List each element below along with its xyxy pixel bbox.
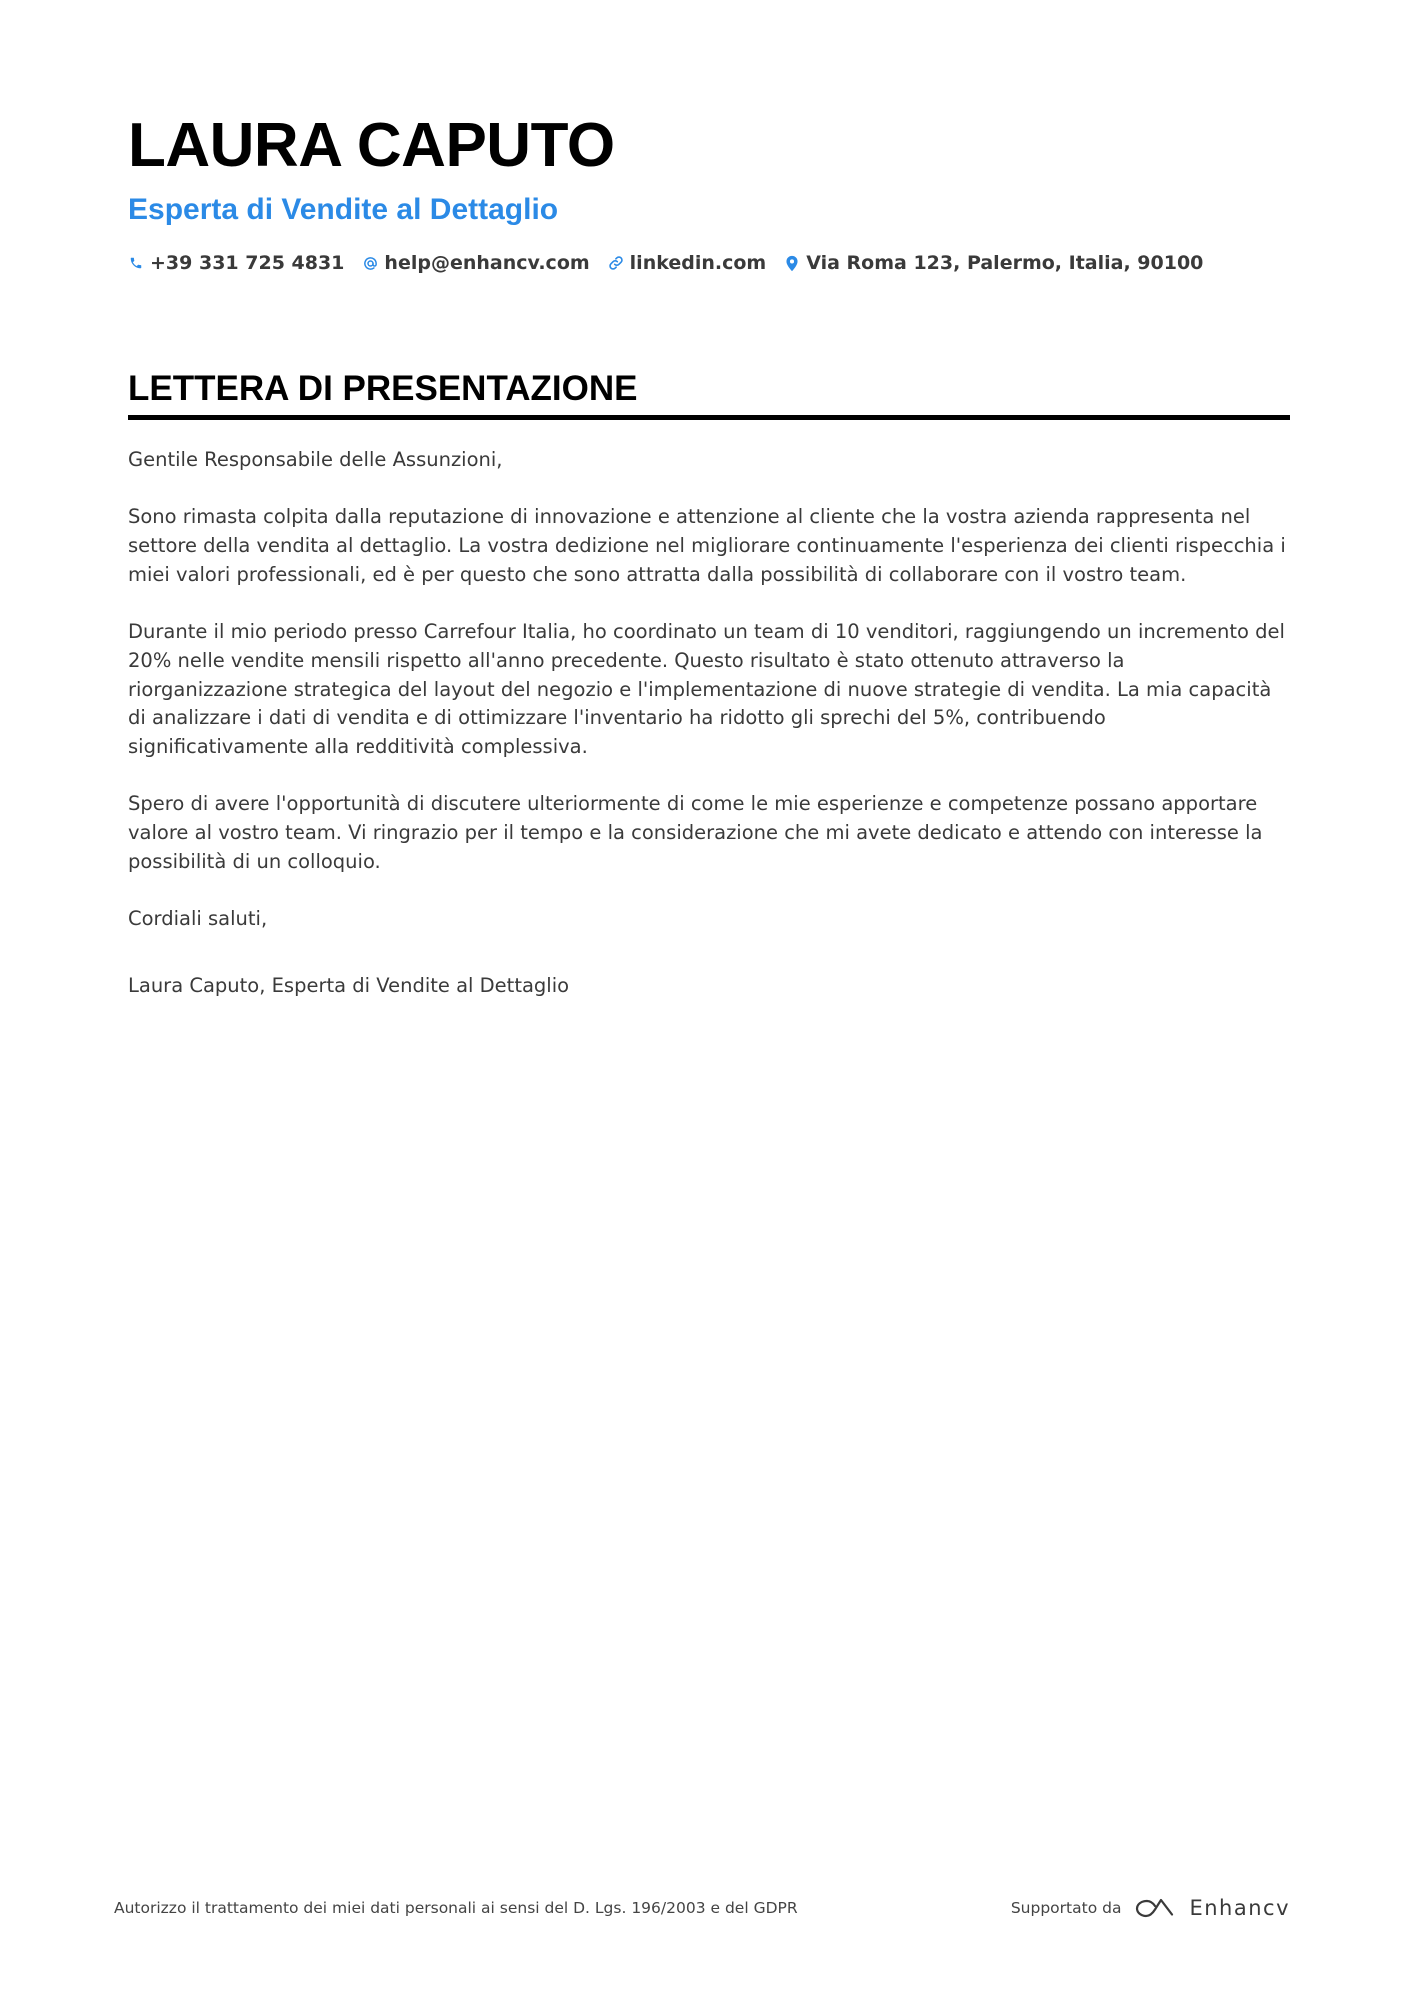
letter-paragraph-1: Sono rimasta colpita dalla reputazione di innovazione e attenzione al cliente che la vostra azienda rappresenta nel settore della vendita al dettaglio. La vostra dedizione nel migliorare continuamente l'esperienza dei clienti rispecchia i miei valori professionali, ed è per questo che sono attratta dalla possibilità di collaborare con il vostro team. [128, 505, 1286, 586]
contact-linkedin [608, 252, 767, 274]
cover-letter-section [128, 367, 1290, 1029]
footer [114, 1893, 1290, 1923]
contact-bar [128, 252, 1288, 274]
at-icon [362, 254, 378, 272]
letter-paragraph-3: Spero di avere l'opportunità di discutere ulteriormente di come le mie esperienze e competenze possano apportare valore al vostro team. Vi ringrazio per il tempo e la considerazione che mi avete dedicato e attendo con interesse la possibilità di un colloquio. [128, 792, 1263, 873]
letter-signature: Laura Caputo, Esperta di Vendite al Dettaglio [128, 973, 570, 997]
letter-body [128, 446, 1290, 1001]
email-address[interactable]: help@enhancv.com [384, 252, 590, 274]
phone-icon [128, 254, 144, 272]
linkedin-link[interactable]: linkedin.com [629, 252, 767, 274]
header [128, 108, 1288, 274]
contact-email [362, 252, 589, 274]
powered-by[interactable] [1011, 1893, 1290, 1923]
candidate-title: Esperta di Vendite al Dettaglio [128, 193, 559, 226]
powered-by-label: Supportato da [1010, 1899, 1122, 1917]
letter-paragraph-2: Durante il mio periodo presso Carrefour Italia, ho coordinato un team di 10 venditori, raggiungendo un incremento del 20% nelle vendite mensili rispetto all'anno precedente. Questo risultato è stato ottenuto attraverso la riorganizzazione strategica del layout del negozio e l'implementazione di nuove strategie di vendita. La mia capacità di analizzare i dati di vendita e di ottimizzare l'inventario ha ridotto gli sprechi del 5%, contribuendo significativamente alla redditività complessiva. [128, 620, 1285, 758]
enhancv-brand-name: Enhancv [1189, 1896, 1290, 1920]
contact-location [784, 252, 1203, 274]
candidate-name: LAURA CAPUTO [128, 111, 615, 180]
section-title: LETTERA DI PRESENTAZIONE [128, 367, 1290, 420]
letter-salutation: Gentile Responsabile delle Assunzioni, [128, 448, 503, 471]
location-text: Via Roma 123, Palermo, Italia, 90100 [806, 252, 1204, 274]
enhancv-logo-icon [1133, 1895, 1179, 1921]
location-pin-icon [784, 254, 800, 272]
phone-number: +39 331 725 4831 [150, 252, 345, 274]
link-icon [608, 254, 624, 272]
letter-closing: Cordiali saluti, [128, 907, 268, 931]
contact-phone [128, 252, 344, 274]
privacy-consent: Autorizzo il trattamento dei miei dati personali ai sensi del D. Lgs. 196/2003 e del GDPR [114, 1899, 798, 1917]
